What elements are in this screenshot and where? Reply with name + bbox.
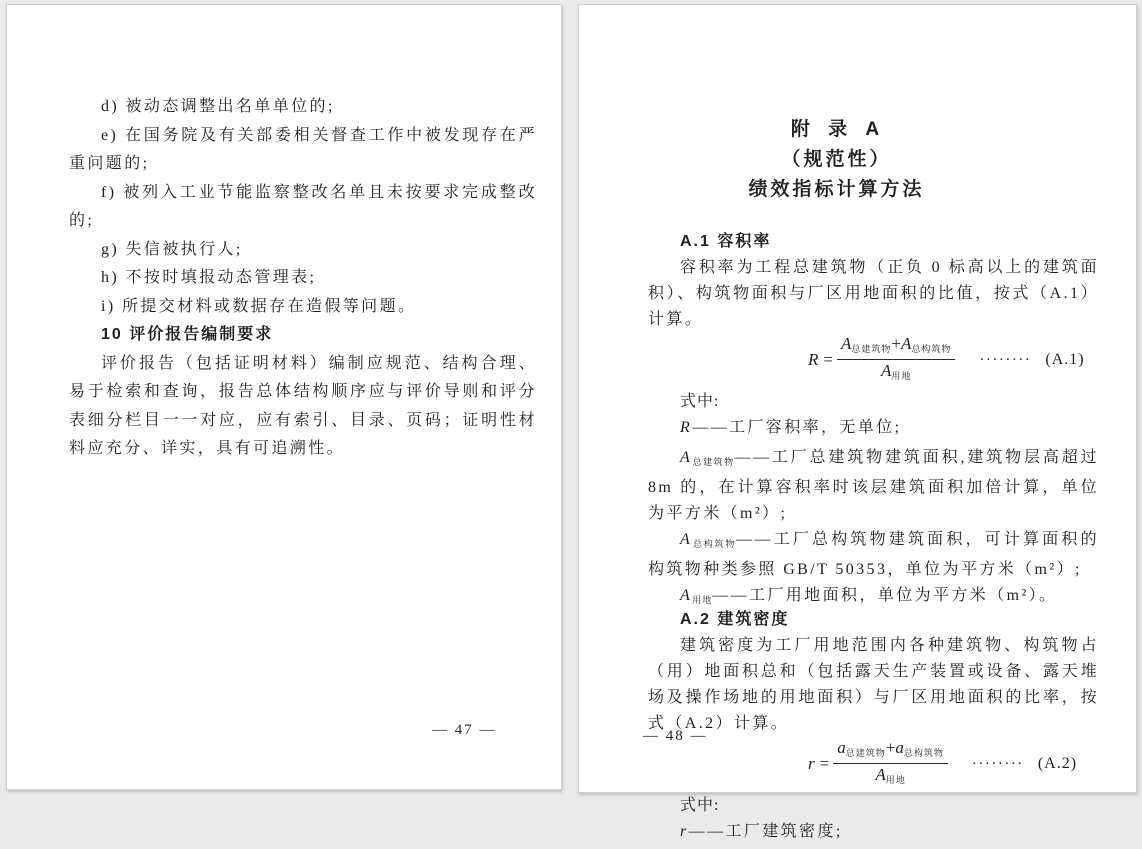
- formula-a2: [808, 739, 1099, 789]
- formula-a1-number: (A.1): [1045, 351, 1085, 368]
- a1-def-total-buildings: $A_{总建筑物}——$工厂总建筑物建筑面积,建筑物层高超过 8m 的，在计算容积率时该层建筑面积加倍计算，单位为平方米（m²）;: [648, 449, 1099, 522]
- a1-paragraph: 容积率为工程总建筑物（正负 0 标高以上的建筑面积）、构筑物面积与厂区用地面积的比值，按式（A.1）计算。: [648, 259, 1099, 328]
- list-item-i: i) 所提交材料或数据存在造假等问题。: [101, 297, 417, 315]
- formula-a2-lhs: r =: [808, 754, 830, 773]
- a2-def-r: r——工厂建筑密度;: [680, 823, 843, 840]
- a1-def-total-structures: $A_{总构筑物}——$工厂总构筑物建筑面积，可计算面积的构筑物种类参照 GB/T 50353，单位为平方米（m²）;: [648, 531, 1099, 578]
- appendix-title-line1: 附 录 A: [790, 119, 883, 140]
- page-number-47: — 47 —: [432, 722, 497, 738]
- a1-def-land-area: $A_{用地}——$工厂用地面积，单位为平方米（m²）。: [680, 587, 1058, 605]
- appendix-title-line2: （规范性）: [781, 149, 892, 170]
- formula-a1: [808, 335, 1099, 385]
- list-item-h: h) 不按时填报动态管理表;: [101, 269, 317, 286]
- page-48-content: [579, 5, 1136, 849]
- a2-paragraph: 建筑密度为工厂用地范围内各种建筑物、构筑物占（用）地面积总和（包括露天生产装置或设备、露天堆场及操作场地的用地面积）与厂区用地面积的比率，按式（A.2）计算。: [648, 637, 1099, 732]
- a1-heading: A.1 容积率: [680, 233, 772, 250]
- appendix-title-line3: 绩效指标计算方法: [748, 179, 925, 200]
- list-item-d: d) 被动态调整出名单单位的;: [101, 98, 335, 115]
- a2-where-label: 式中:: [680, 797, 720, 814]
- a1-def-R: R——工厂容积率，无单位;: [680, 419, 902, 436]
- page-number-48: — 48 —: [643, 728, 708, 744]
- a1-where-label: 式中:: [680, 393, 720, 410]
- formula-a1-fraction: $\frac{A_{总建筑物}+A_{总构筑物}}{A_{用地}}$: [837, 335, 955, 385]
- a2-heading: A.2 建筑密度: [680, 611, 790, 628]
- list-item-g: g) 失信被执行人;: [101, 240, 243, 258]
- section-10-paragraph: 评价报告（包括证明材料）编制应规范、结构合理、易于检索和查询，报告总体结构顺序应与评价导则和评分表细分栏目一一对应，应有索引、目录、页码；证明性材料应充分、详实，具有可追溯性。: [69, 354, 537, 457]
- section-10-heading: 10 评价报告编制要求: [101, 326, 274, 343]
- formula-a1-dot-leader: ········: [979, 352, 1032, 368]
- formula-a2-fraction: $\frac{a_{总建筑物}+a_{总构筑物}}{A_{用地}}$: [833, 739, 948, 789]
- list-item-e: e) 在国务院及有关部委相关督查工作中被发现存在严重问题的;: [69, 126, 537, 172]
- list-item-f: f) 被列入工业节能监察整改名单且未按要求完成整改的;: [69, 183, 537, 229]
- formula-a2-number: (A.2): [1037, 755, 1078, 772]
- formula-a2-dot-leader: ········: [971, 756, 1024, 772]
- formula-a1-lhs: R =: [808, 350, 833, 369]
- page-47-content: [7, 5, 561, 464]
- page-47: [6, 4, 562, 790]
- page-48: [578, 4, 1137, 840]
